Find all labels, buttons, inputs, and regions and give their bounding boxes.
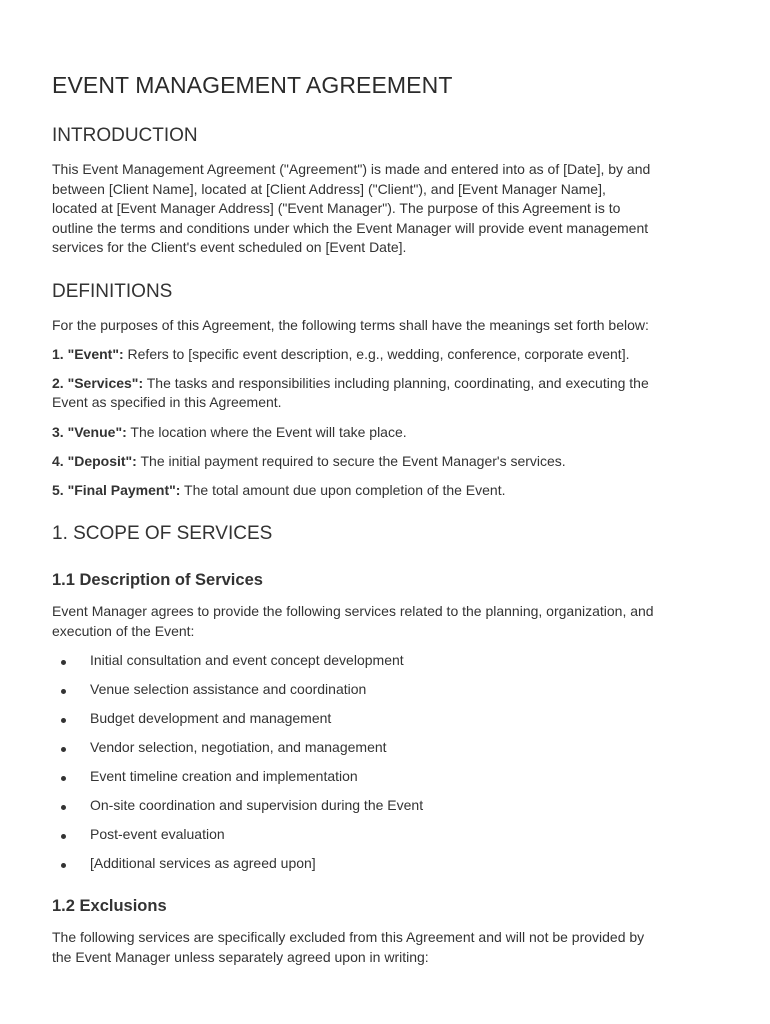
- intro-heading: INTRODUCTION: [52, 125, 198, 146]
- definitions-lead: For the purposes of this Agreement, the following terms shall have the meanings set forth below:: [52, 317, 649, 333]
- exclusions-heading: 1.2 Exclusions: [52, 897, 167, 915]
- scope-heading: 1. SCOPE OF SERVICES: [52, 523, 273, 544]
- description-paragraph: [52, 602, 732, 641]
- definition-text: Refers to [specific event description, e.g., wedding, conference, corporate event].: [123, 346, 630, 362]
- definition-term: 4. "Deposit":: [52, 453, 137, 469]
- description-heading: 1.1 Description of Services: [52, 571, 263, 589]
- intro-line: located at [Event Manager Address] ("Event Manager"). The purpose of this Agreement is to: [52, 200, 621, 216]
- list-item: [Additional services as agreed upon]: [90, 855, 316, 871]
- exclusions-paragraph: [52, 928, 732, 967]
- bullet-dot: [61, 805, 66, 810]
- exclusions-line: the Event Manager unless separately agreed upon in writing:: [52, 948, 429, 965]
- list-item: Initial consultation and event concept development: [90, 652, 404, 668]
- intro-paragraph: [52, 160, 732, 258]
- definition-term: 1. "Event":: [52, 346, 124, 362]
- list-item: Event timeline creation and implementation: [90, 768, 358, 784]
- definition-text-continued: Event as specified in this Agreement.: [52, 394, 282, 410]
- bullet-dot: [61, 747, 66, 752]
- definition-item: [52, 424, 407, 440]
- intro-line: outline the terms and conditions under which the Event Manager will provide event management: [52, 219, 649, 236]
- definition-item: [52, 482, 506, 498]
- bullet-dot: [61, 776, 66, 781]
- definition-item: [52, 375, 649, 391]
- list-item: On-site coordination and supervision during the Event: [90, 797, 424, 813]
- intro-line: between [Client Name], located at [Client Address] ("Client"), and [Event Manager Name],: [52, 180, 606, 197]
- document-title: EVENT MANAGEMENT AGREEMENT: [52, 72, 453, 98]
- definitions-heading: DEFINITIONS: [52, 281, 173, 302]
- definition-item: [52, 453, 566, 469]
- definition-text: The location where the Event will take place.: [126, 424, 407, 440]
- list-item: Venue selection assistance and coordination: [90, 681, 367, 697]
- definition-term: 5. "Final Payment":: [52, 482, 181, 498]
- definition-term: 3. "Venue":: [52, 424, 127, 440]
- description-line: Event Manager agrees to provide the following services related to the planning, organization, and: [52, 603, 654, 619]
- bullet-dot: [61, 689, 66, 694]
- bullet-dot: [61, 863, 66, 868]
- intro-line: This Event Management Agreement ("Agreement") is made and entered into as of [Date], by and: [52, 161, 651, 177]
- exclusions-line: The following services are specifically excluded from this Agreement and will not be provided by: [52, 929, 645, 945]
- definition-term: 2. "Services":: [52, 375, 144, 391]
- bullet-dot: [61, 660, 66, 665]
- definition-text: The total amount due upon completion of the Event.: [180, 482, 506, 498]
- list-item: Budget development and management: [90, 710, 332, 726]
- bullet-dot: [61, 834, 66, 839]
- list-item: Post-event evaluation: [90, 826, 225, 842]
- definition-text: The initial payment required to secure the Event Manager's services.: [136, 453, 566, 469]
- definition-text: The tasks and responsibilities including planning, coordinating, and executing the: [143, 375, 649, 391]
- bullet-dot: [61, 718, 66, 723]
- definition-item: [52, 346, 629, 362]
- description-line: execution of the Event:: [52, 622, 195, 639]
- list-item: Vendor selection, negotiation, and management: [90, 739, 387, 755]
- intro-line: services for the Client's event scheduled on [Event Date].: [52, 239, 407, 255]
